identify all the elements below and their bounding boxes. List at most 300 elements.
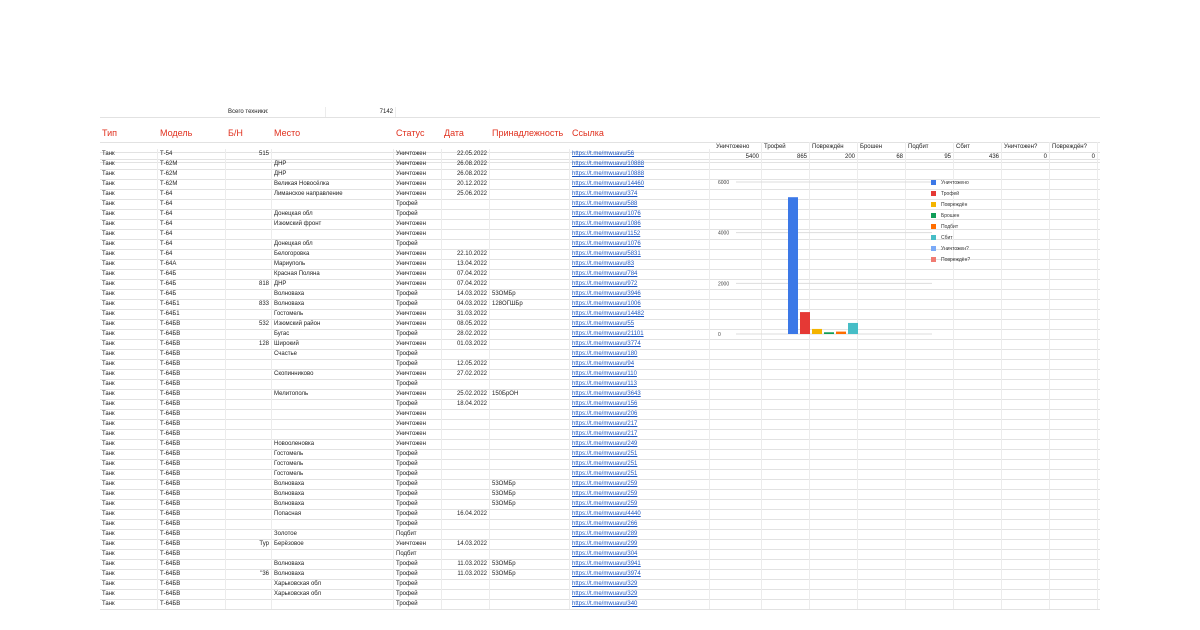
cell-link[interactable]: https://t.me/mwuavu/156 <box>570 399 710 409</box>
empty-cell[interactable] <box>954 459 1002 469</box>
empty-cell[interactable] <box>906 529 954 539</box>
cell-model[interactable]: Т-62М <box>158 179 226 189</box>
header-date[interactable]: Дата <box>444 128 464 138</box>
empty-cell[interactable] <box>1002 179 1050 189</box>
cell-bn[interactable] <box>226 579 272 589</box>
empty-cell[interactable] <box>762 429 810 439</box>
cell-date[interactable] <box>442 519 490 529</box>
cell-link[interactable]: https://t.me/mwuavu/251 <box>570 469 710 479</box>
cell-bn[interactable]: 833 <box>226 299 272 309</box>
stats-value[interactable]: 5400 <box>714 152 762 162</box>
header-status[interactable]: Статус <box>396 128 425 138</box>
cell-place[interactable]: Берёзовое <box>272 539 394 549</box>
cell-type[interactable]: Танк <box>100 589 158 599</box>
cell-type[interactable]: Танк <box>100 479 158 489</box>
empty-cell[interactable] <box>762 419 810 429</box>
cell-model[interactable]: Т-64Б <box>158 269 226 279</box>
cell-affiliation[interactable] <box>490 189 570 199</box>
cell-affiliation[interactable] <box>490 419 570 429</box>
cell-affiliation[interactable]: 53ОМБр <box>490 479 570 489</box>
stats-label[interactable]: Сбит <box>954 142 1002 152</box>
empty-cell[interactable] <box>810 349 858 359</box>
cell-bn[interactable] <box>226 249 272 259</box>
empty-cell[interactable] <box>1002 219 1050 229</box>
cell-status[interactable]: Уничтожен <box>394 309 442 319</box>
cell-status[interactable]: Трофей <box>394 299 442 309</box>
legend-item[interactable] <box>941 235 953 241</box>
cell-type[interactable]: Танк <box>100 409 158 419</box>
cell-bn[interactable]: 128 <box>226 339 272 349</box>
cell-type[interactable]: Танк <box>100 359 158 369</box>
empty-cell[interactable] <box>1002 309 1050 319</box>
empty-cell[interactable] <box>858 389 906 399</box>
cell-affiliation[interactable]: 150БрОН <box>490 389 570 399</box>
empty-cell[interactable] <box>714 369 762 379</box>
empty-cell[interactable] <box>858 569 906 579</box>
cell-type[interactable]: Танк <box>100 249 158 259</box>
cell-status[interactable]: Трофей <box>394 399 442 409</box>
empty-cell[interactable] <box>714 349 762 359</box>
empty-cell[interactable] <box>858 559 906 569</box>
cell-link[interactable]: https://t.me/mwuavu/329 <box>570 589 710 599</box>
cell-link[interactable]: https://t.me/mwuavu/588 <box>570 199 710 209</box>
stats-value[interactable]: 436 <box>954 152 1002 162</box>
cell-place[interactable]: Золотое <box>272 529 394 539</box>
cell-date[interactable]: 26.08.2022 <box>442 169 490 179</box>
cell-place[interactable] <box>272 549 394 559</box>
cell-status[interactable]: Уничтожен <box>394 219 442 229</box>
legend-item[interactable] <box>941 224 958 230</box>
empty-cell[interactable] <box>858 499 906 509</box>
cell-affiliation[interactable] <box>490 229 570 239</box>
cell-status[interactable]: Уничтожен <box>394 419 442 429</box>
empty-cell[interactable] <box>1002 149 1050 159</box>
empty-cell[interactable] <box>954 499 1002 509</box>
cell-model[interactable]: Т-64 <box>158 189 226 199</box>
empty-cell[interactable] <box>810 539 858 549</box>
cell-affiliation[interactable] <box>490 549 570 559</box>
cell-type[interactable]: Танк <box>100 169 158 179</box>
cell-type[interactable]: Танк <box>100 159 158 169</box>
empty-cell[interactable] <box>858 479 906 489</box>
cell-link[interactable]: https://t.me/mwuavu/259 <box>570 489 710 499</box>
cell-link[interactable]: https://t.me/mwuavu/299 <box>570 539 710 549</box>
cell-affiliation[interactable] <box>490 509 570 519</box>
cell-model[interactable]: Т-64БВ <box>158 399 226 409</box>
cell-status[interactable]: Уничтожен <box>394 179 442 189</box>
cell-status[interactable]: Трофей <box>394 509 442 519</box>
legend-item[interactable] <box>941 202 967 208</box>
cell-bn[interactable] <box>226 219 272 229</box>
empty-cell[interactable] <box>714 419 762 429</box>
empty-cell[interactable] <box>1050 469 1098 479</box>
cell-model[interactable]: Т-64Б1 <box>158 309 226 319</box>
empty-cell[interactable] <box>1002 569 1050 579</box>
empty-cell[interactable] <box>762 379 810 389</box>
cell-status[interactable]: Уничтожен <box>394 369 442 379</box>
cell-bn[interactable] <box>226 559 272 569</box>
empty-cell[interactable] <box>906 559 954 569</box>
empty-cell[interactable] <box>810 519 858 529</box>
empty-cell[interactable] <box>954 599 1002 609</box>
empty-cell[interactable] <box>858 589 906 599</box>
empty-cell[interactable] <box>954 519 1002 529</box>
cell-place[interactable]: Изюмский район <box>272 319 394 329</box>
cell-type[interactable]: Танк <box>100 259 158 269</box>
cell-status[interactable]: Трофей <box>394 489 442 499</box>
empty-cell[interactable] <box>762 149 810 159</box>
empty-cell[interactable] <box>810 439 858 449</box>
empty-cell[interactable] <box>1050 559 1098 569</box>
cell-type[interactable]: Танк <box>100 439 158 449</box>
cell-affiliation[interactable] <box>490 309 570 319</box>
cell-type[interactable]: Танк <box>100 509 158 519</box>
cell-type[interactable]: Танк <box>100 579 158 589</box>
cell-model[interactable]: Т-64БВ <box>158 519 226 529</box>
cell-model[interactable]: Т-64 <box>158 199 226 209</box>
cell-date[interactable]: 22.05.2022 <box>442 149 490 159</box>
empty-cell[interactable] <box>1050 519 1098 529</box>
cell-type[interactable]: Танк <box>100 519 158 529</box>
empty-cell[interactable] <box>1002 359 1050 369</box>
empty-cell[interactable] <box>810 479 858 489</box>
cell-place[interactable]: Изюмский фронт <box>272 219 394 229</box>
cell-date[interactable] <box>442 479 490 489</box>
cell-type[interactable]: Танк <box>100 499 158 509</box>
cell-model[interactable]: Т-64БВ <box>158 529 226 539</box>
cell-place[interactable]: Волноваха <box>272 299 394 309</box>
cell-status[interactable]: Уничтожен <box>394 279 442 289</box>
empty-cell[interactable] <box>1002 509 1050 519</box>
empty-cell[interactable] <box>954 529 1002 539</box>
empty-cell[interactable] <box>954 399 1002 409</box>
empty-cell[interactable] <box>714 459 762 469</box>
cell-place[interactable] <box>272 229 394 239</box>
cell-affiliation[interactable] <box>490 429 570 439</box>
cell-date[interactable] <box>442 379 490 389</box>
cell-status[interactable]: Трофей <box>394 289 442 299</box>
cell-place[interactable]: Мариуполь <box>272 259 394 269</box>
cell-type[interactable]: Танк <box>100 189 158 199</box>
empty-cell[interactable] <box>1050 299 1098 309</box>
empty-cell[interactable] <box>1050 159 1098 169</box>
chart-bar-5[interactable] <box>848 323 858 334</box>
empty-cell[interactable] <box>810 509 858 519</box>
cell-model[interactable]: Т-64 <box>158 219 226 229</box>
cell-date[interactable]: 07.04.2022 <box>442 279 490 289</box>
empty-cell[interactable] <box>906 439 954 449</box>
cell-type[interactable]: Танк <box>100 549 158 559</box>
cell-affiliation[interactable] <box>490 449 570 459</box>
cell-link[interactable]: https://t.me/mwuavu/110 <box>570 369 710 379</box>
cell-status[interactable]: Подбит <box>394 549 442 559</box>
empty-cell[interactable] <box>1050 499 1098 509</box>
empty-cell[interactable] <box>1002 389 1050 399</box>
cell-date[interactable] <box>442 579 490 589</box>
empty-cell[interactable] <box>810 149 858 159</box>
stats-label[interactable]: Трофей <box>762 142 810 152</box>
cell-affiliation[interactable] <box>490 529 570 539</box>
cell-type[interactable]: Танк <box>100 489 158 499</box>
cell-model[interactable]: Т-64БВ <box>158 479 226 489</box>
cell-model[interactable]: Т-64БВ <box>158 389 226 399</box>
empty-cell[interactable] <box>762 509 810 519</box>
cell-status[interactable]: Уничтожен <box>394 249 442 259</box>
empty-cell[interactable] <box>714 159 762 169</box>
cell-link[interactable]: https://t.me/mwuavu/259 <box>570 479 710 489</box>
empty-cell[interactable] <box>954 509 1002 519</box>
empty-cell[interactable] <box>1050 579 1098 589</box>
cell-place[interactable]: Белогоровка <box>272 249 394 259</box>
empty-cell[interactable] <box>1002 269 1050 279</box>
cell-status[interactable]: Трофей <box>394 359 442 369</box>
cell-link[interactable]: https://t.me/mwuavu/3974 <box>570 569 710 579</box>
cell-date[interactable] <box>442 469 490 479</box>
cell-date[interactable]: 11.03.2022 <box>442 559 490 569</box>
empty-cell[interactable] <box>1002 259 1050 269</box>
empty-cell[interactable] <box>954 349 1002 359</box>
empty-cell[interactable] <box>858 509 906 519</box>
cell-link[interactable]: https://t.me/mwuavu/5831 <box>570 249 710 259</box>
empty-cell[interactable] <box>810 159 858 169</box>
empty-cell[interactable] <box>1002 459 1050 469</box>
cell-date[interactable]: 04.03.2022 <box>442 299 490 309</box>
cell-status[interactable]: Трофей <box>394 599 442 609</box>
cell-link[interactable]: https://t.me/mwuavu/374 <box>570 189 710 199</box>
empty-cell[interactable] <box>906 499 954 509</box>
cell-status[interactable]: Трофей <box>394 209 442 219</box>
cell-affiliation[interactable] <box>490 179 570 189</box>
cell-date[interactable] <box>442 219 490 229</box>
empty-cell[interactable] <box>714 559 762 569</box>
cell-type[interactable]: Танк <box>100 379 158 389</box>
empty-cell[interactable] <box>762 449 810 459</box>
cell-date[interactable] <box>442 439 490 449</box>
empty-cell[interactable] <box>1050 249 1098 259</box>
cell-model[interactable]: Т-64БВ <box>158 549 226 559</box>
empty-cell[interactable] <box>906 369 954 379</box>
cell-place[interactable]: Новооленовка <box>272 439 394 449</box>
empty-cell[interactable] <box>954 409 1002 419</box>
empty-cell[interactable] <box>714 149 762 159</box>
cell-affiliation[interactable] <box>490 159 570 169</box>
empty-cell[interactable] <box>954 549 1002 559</box>
cell-bn[interactable] <box>226 419 272 429</box>
empty-cell[interactable] <box>762 439 810 449</box>
empty-cell[interactable] <box>858 369 906 379</box>
cell-bn[interactable] <box>226 309 272 319</box>
empty-cell[interactable] <box>1050 279 1098 289</box>
cell-affiliation[interactable] <box>490 359 570 369</box>
cell-status[interactable]: Уничтожен <box>394 149 442 159</box>
cell-bn[interactable] <box>226 329 272 339</box>
cell-model[interactable]: Т-64БВ <box>158 559 226 569</box>
cell-status[interactable]: Трофей <box>394 469 442 479</box>
cell-place[interactable]: Харьковская обл <box>272 589 394 599</box>
cell-place[interactable]: Лиманское направление <box>272 189 394 199</box>
cell-link[interactable]: https://t.me/mwuavu/1006 <box>570 299 710 309</box>
cell-date[interactable] <box>442 529 490 539</box>
empty-cell[interactable] <box>1050 459 1098 469</box>
empty-cell[interactable] <box>906 479 954 489</box>
cell-bn[interactable] <box>226 269 272 279</box>
cell-place[interactable] <box>272 359 394 369</box>
empty-cell[interactable] <box>858 469 906 479</box>
cell-bn[interactable] <box>226 599 272 609</box>
empty-cell[interactable] <box>1050 369 1098 379</box>
cell-bn[interactable] <box>226 489 272 499</box>
stats-label[interactable]: Уничтожено <box>714 142 762 152</box>
cell-link[interactable]: https://t.me/mwuavu/10888 <box>570 159 710 169</box>
cell-date[interactable] <box>442 489 490 499</box>
cell-type[interactable]: Танк <box>100 539 158 549</box>
empty-cell[interactable] <box>1002 379 1050 389</box>
cell-place[interactable]: Волноваха <box>272 479 394 489</box>
cell-affiliation[interactable] <box>490 369 570 379</box>
empty-cell[interactable] <box>762 459 810 469</box>
cell-affiliation[interactable] <box>490 589 570 599</box>
empty-cell[interactable] <box>714 439 762 449</box>
cell-date[interactable] <box>442 199 490 209</box>
cell-place[interactable]: Донецкая обл <box>272 209 394 219</box>
empty-cell[interactable] <box>810 419 858 429</box>
empty-cell[interactable] <box>1002 289 1050 299</box>
empty-cell[interactable] <box>1002 579 1050 589</box>
stats-label[interactable]: Повреждён? <box>1050 142 1098 152</box>
empty-cell[interactable] <box>954 429 1002 439</box>
cell-place[interactable]: Гостомель <box>272 449 394 459</box>
empty-cell[interactable] <box>954 539 1002 549</box>
empty-cell[interactable] <box>1050 339 1098 349</box>
empty-cell[interactable] <box>858 459 906 469</box>
empty-cell[interactable] <box>714 519 762 529</box>
empty-cell[interactable] <box>1002 329 1050 339</box>
cell-bn[interactable]: 818 <box>226 279 272 289</box>
empty-cell[interactable] <box>858 349 906 359</box>
cell-bn[interactable]: "36 <box>226 569 272 579</box>
empty-cell[interactable] <box>1002 159 1050 169</box>
cell-affiliation[interactable] <box>490 539 570 549</box>
empty-cell[interactable] <box>762 409 810 419</box>
empty-cell[interactable] <box>1050 149 1098 159</box>
cell-place[interactable]: Попасная <box>272 509 394 519</box>
empty-cell[interactable] <box>714 399 762 409</box>
cell-place[interactable] <box>272 149 394 159</box>
cell-type[interactable]: Танк <box>100 599 158 609</box>
cell-status[interactable]: Трофей <box>394 589 442 599</box>
cell-affiliation[interactable] <box>490 259 570 269</box>
cell-date[interactable]: 20.12.2022 <box>442 179 490 189</box>
cell-link[interactable]: https://t.me/mwuavu/10888 <box>570 169 710 179</box>
empty-cell[interactable] <box>1002 169 1050 179</box>
empty-cell[interactable] <box>810 549 858 559</box>
cell-type[interactable]: Танк <box>100 329 158 339</box>
cell-bn[interactable] <box>226 179 272 189</box>
empty-cell[interactable] <box>1002 299 1050 309</box>
cell-model[interactable]: Т-64А <box>158 259 226 269</box>
empty-cell[interactable] <box>1002 369 1050 379</box>
empty-cell[interactable] <box>906 549 954 559</box>
cell-affiliation[interactable] <box>490 339 570 349</box>
cell-link[interactable]: https://t.me/mwuavu/3946 <box>570 289 710 299</box>
empty-cell[interactable] <box>1002 559 1050 569</box>
chart-bar-3[interactable] <box>824 332 834 334</box>
empty-cell[interactable] <box>906 589 954 599</box>
cell-type[interactable]: Танк <box>100 179 158 189</box>
cell-model[interactable]: Т-64БВ <box>158 569 226 579</box>
cell-model[interactable]: Т-64БВ <box>158 509 226 519</box>
cell-bn[interactable] <box>226 459 272 469</box>
empty-cell[interactable] <box>858 519 906 529</box>
cell-status[interactable]: Трофей <box>394 479 442 489</box>
chart-bar-0[interactable] <box>788 197 798 334</box>
cell-model[interactable]: Т-64БВ <box>158 449 226 459</box>
cell-place[interactable]: Волноваха <box>272 559 394 569</box>
cell-link[interactable]: https://t.me/mwuavu/3643 <box>570 389 710 399</box>
empty-cell[interactable] <box>810 459 858 469</box>
empty-cell[interactable] <box>1002 439 1050 449</box>
cell-place[interactable]: Скопинниково <box>272 369 394 379</box>
cell-link[interactable]: https://t.me/mwuavu/4440 <box>570 509 710 519</box>
cell-date[interactable]: 16.04.2022 <box>442 509 490 519</box>
cell-date[interactable] <box>442 459 490 469</box>
empty-cell[interactable] <box>1050 169 1098 179</box>
cell-place[interactable]: Донецкая обл <box>272 239 394 249</box>
cell-bn[interactable]: 515 <box>226 149 272 159</box>
cell-place[interactable]: Харьковская обл <box>272 579 394 589</box>
empty-cell[interactable] <box>954 559 1002 569</box>
cell-status[interactable]: Уничтожен <box>394 259 442 269</box>
cell-affiliation[interactable] <box>490 459 570 469</box>
cell-affiliation[interactable] <box>490 239 570 249</box>
empty-cell[interactable] <box>858 429 906 439</box>
cell-link[interactable]: https://t.me/mwuavu/217 <box>570 429 710 439</box>
empty-cell[interactable] <box>1002 279 1050 289</box>
cell-affiliation[interactable] <box>490 169 570 179</box>
cell-date[interactable]: 13.04.2022 <box>442 259 490 269</box>
empty-cell[interactable] <box>1050 429 1098 439</box>
cell-date[interactable] <box>442 209 490 219</box>
cell-affiliation[interactable] <box>490 319 570 329</box>
empty-cell[interactable] <box>1050 319 1098 329</box>
stats-label[interactable]: Подбит <box>906 142 954 152</box>
cell-model[interactable]: Т-64БВ <box>158 359 226 369</box>
empty-cell[interactable] <box>906 519 954 529</box>
empty-cell[interactable] <box>1002 599 1050 609</box>
stats-value[interactable]: 95 <box>906 152 954 162</box>
empty-cell[interactable] <box>810 589 858 599</box>
empty-cell[interactable] <box>954 149 1002 159</box>
empty-cell[interactable] <box>762 369 810 379</box>
cell-affiliation[interactable] <box>490 409 570 419</box>
empty-cell[interactable] <box>810 529 858 539</box>
empty-cell[interactable] <box>906 419 954 429</box>
cell-type[interactable]: Танк <box>100 279 158 289</box>
empty-cell[interactable] <box>762 579 810 589</box>
cell-link[interactable]: https://t.me/mwuavu/289 <box>570 529 710 539</box>
empty-cell[interactable] <box>1002 349 1050 359</box>
empty-cell[interactable] <box>714 389 762 399</box>
empty-cell[interactable] <box>714 539 762 549</box>
cell-status[interactable]: Трофей <box>394 449 442 459</box>
cell-link[interactable]: https://t.me/mwuavu/1086 <box>570 219 710 229</box>
empty-cell[interactable] <box>1050 309 1098 319</box>
empty-cell[interactable] <box>906 569 954 579</box>
empty-cell[interactable] <box>1002 539 1050 549</box>
cell-model[interactable]: Т-62М <box>158 169 226 179</box>
cell-date[interactable] <box>442 429 490 439</box>
header-link[interactable]: Ссылка <box>572 128 604 138</box>
